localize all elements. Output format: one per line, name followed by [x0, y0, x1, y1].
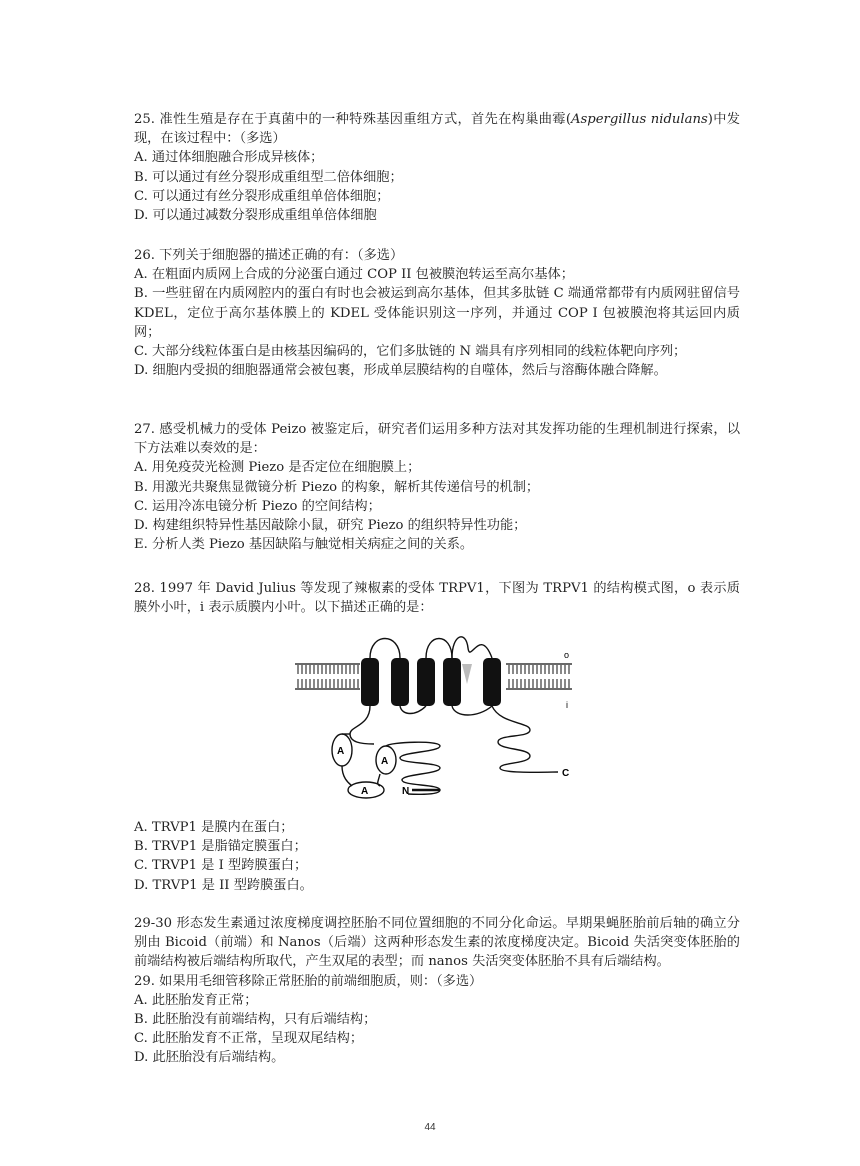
membrane-right	[506, 664, 572, 689]
n-terminal-region	[332, 706, 440, 798]
question-29-stem: 29. 如果用毛细管移除正常胚胎的前端细胞质，则：（多选）	[134, 973, 483, 989]
question-25-option-d: D. 可以通过减数分裂形成重组单倍体细胞	[134, 208, 377, 224]
membrane-left	[295, 664, 360, 689]
trpv1-structure-diagram	[290, 634, 590, 804]
c-terminus-label: C	[562, 768, 570, 779]
question-25-stem: 25. 准性生殖是存在于真菌中的一种特殊基因重组方式，首先在构巢曲霉(Aspergillus nidulans)中发现，在该过程中：（多选）	[134, 112, 740, 147]
question-28-option-a: A. TRVP1 是膜内在蛋白；	[134, 820, 294, 835]
question-27-option-c: C. 运用冷冻电镜分析 Piezo 的空间结构；	[134, 498, 381, 514]
question-28-option-c: C. TRVP1 是 I 型跨膜蛋白；	[134, 858, 308, 874]
question-25-option-a: A. 通过体细胞融合形成异核体；	[134, 150, 324, 166]
question-28-option-b: B. TRVP1 是脂锚定膜蛋白；	[134, 839, 307, 855]
question-25-option-c: C. 可以通过有丝分裂形成重组单倍体细胞；	[134, 188, 390, 204]
n-terminus-label: N	[402, 786, 410, 797]
question-26-option-d: D. 细胞内受损的细胞器通常会被包裹，形成单层膜结构的自噬体，然后与溶酶体融合降解。	[134, 363, 667, 379]
question-26-option-b: B. 一些驻留在内质网腔内的蛋白有时也会被运到高尔基体，但其多肽链 C 端通常都带有内质网驻留信号 KDEL，定位于高尔基体膜上的 KDEL 受体能识别这一序列，并通过 COP I 包被膜泡将其运回内质网；	[134, 286, 740, 340]
question-26-stem: 26. 下列关于细胞器的描述正确的有：（多选）	[134, 248, 404, 263]
question-28-options	[134, 818, 740, 895]
question-28	[134, 579, 740, 617]
inner-leaflet-label: i	[566, 700, 568, 710]
question-28-stem: 28. 1997 年 David Julius 等发现了辣椒素的受体 TRPV1，下图为 TRPV1 的结构模式图，o 表示质膜外小叶，i 表示质膜内小叶。以下描述正确的是：	[134, 581, 740, 616]
question-27-stem: 27. 感受机械力的受体 Peizo 被鉴定后，研究者们运用多种方法对其发挥功能的生理机制进行探索，以下方法难以奏效的是：	[134, 422, 740, 457]
question-29-30-intro: 29-30 形态发生素通过浓度梯度调控胚胎不同位置细胞的不同分化命运。早期果蝇胚胎前后轴的确立分别由 Bicoid（前端）和 Nanos（后端）这两种形态发生素的浓度梯度决定。Bicoid 失活突变体胚胎的前端结构被后端结构所取代，产生双尾的表型；而 nanos 失活突变体胚胎不具有后端结构。	[134, 916, 740, 970]
question-27-option-a: A. 用免疫荧光检测 Piezo 是否定位在细胞膜上；	[134, 460, 421, 476]
ankyrin-label-1: A	[337, 746, 345, 757]
question-27	[134, 420, 740, 554]
question-29	[134, 914, 740, 1068]
page-number: 44	[424, 1122, 436, 1133]
question-29-option-a: A. 此胚胎发育正常；	[134, 992, 258, 1008]
outer-leaflet-label: o	[564, 650, 570, 660]
question-29-option-c: C. 此胚胎发育不正常，呈现双尾结构；	[134, 1031, 364, 1047]
pore-loop	[462, 664, 472, 684]
question-29-option-d: D. 此胚胎没有后端结构。	[134, 1050, 285, 1066]
question-26-option-c: C. 大部分线粒体蛋白是由核基因编码的，它们多肽链的 N 端具有序列相同的线粒体靶向序列；	[134, 344, 687, 360]
question-28-option-d: D. TRVP1 是 II 型跨膜蛋白。	[134, 877, 313, 893]
question-27-option-e: E. 分析人类 Piezo 基因缺陷与触觉相关病症之间的关系。	[134, 537, 474, 553]
question-26-option-a: A. 在粗面内质网上合成的分泌蛋白通过 COP II 包被膜泡转运至高尔基体；	[134, 267, 574, 283]
ankyrin-label-3: A	[361, 786, 369, 797]
question-26	[134, 246, 740, 380]
question-25	[134, 110, 740, 225]
question-29-option-b: B. 此胚胎没有前端结构，只有后端结构；	[134, 1012, 377, 1028]
trpv1-structure-svg	[290, 634, 590, 804]
question-25-option-b: B. 可以通过有丝分裂形成重组型二倍体细胞；	[134, 169, 403, 185]
c-terminal-tail	[492, 706, 558, 772]
question-27-option-d: D. 构建组织特异性基因敲除小鼠，研究 Piezo 的组织特异性功能；	[134, 518, 527, 534]
ankyrin-label-2: A	[381, 756, 389, 767]
question-27-option-b: B. 用激光共聚焦显微镜分析 Piezo 的构象，解析其传递信号的机制；	[134, 479, 540, 495]
transmembrane-helices	[361, 658, 501, 706]
